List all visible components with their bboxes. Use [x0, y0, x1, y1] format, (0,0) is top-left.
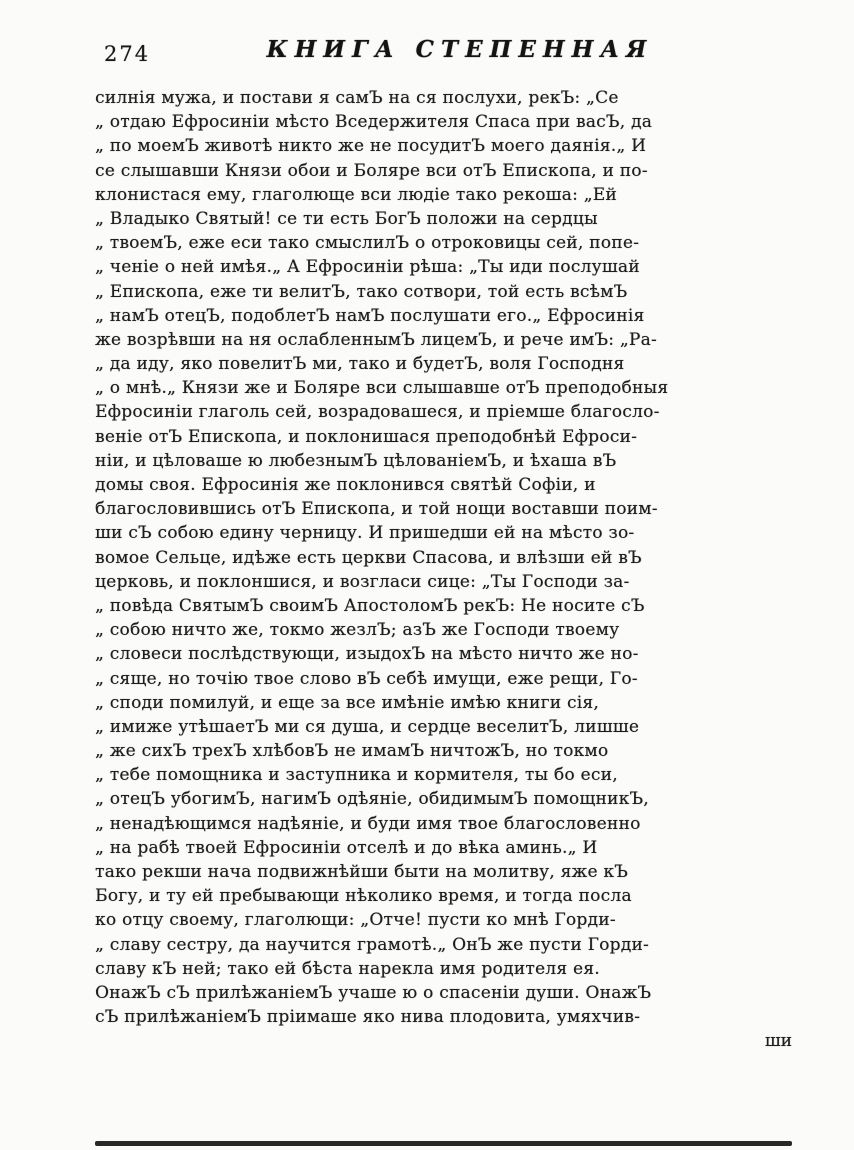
text-line: ко отцу своему, глаголющи: „Отче! пусти ко мнѣ Горди-: [95, 910, 616, 931]
text-line: „ твоемЪ, еже еси тако смыслилЪ о отроковицы сей, попе-: [95, 233, 640, 254]
text-line: „ да иду, яко повелитЪ ми, тако и будетЪ, воля Господня: [95, 354, 625, 375]
text-line: же возрѣвши на ня ослабленнымЪ лицемЪ, и рече имЪ: „Ра-: [95, 329, 657, 350]
text-line: „ отецЪ убогимЪ, нагимЪ одѣяніе, обидимымЪ помощникЪ,: [95, 789, 649, 810]
text-line: „ собою ничто же, токмо жезлЪ; азЪ же Господи твоему: [95, 620, 620, 641]
text-line: Богу, и ту ей пребывающи нѣколико время, и тогда посла: [95, 886, 632, 907]
text-line: „ славу сестру, да научится грамотѣ.„ ОнЪ же пусти Горди-: [95, 934, 650, 955]
text-line: „ тебе помощника и заступника и кормителя, ты бо еси,: [95, 765, 618, 786]
text-line: „ о мнѣ.„ Князи же и Боляре вси слышавше отЪ преподобныя: [95, 378, 669, 399]
text-line: веніе отЪ Епископа, и поклонишася преподобнѣй Ефроси-: [95, 426, 638, 447]
text-line: „ ченіе о ней имѣя.„ А Ефросиніи рѣша: „Ты иди послушай: [95, 257, 640, 278]
text-line: церковь, и поклоншися, и возгласи сице: „Ты Господи за-: [95, 571, 630, 592]
text-line: тако рекши нача подвижнѣйши быти на молитву, яже кЪ: [95, 862, 629, 882]
text-line: „ отдаю Ефросиніи мѣсто Вседержителя Спаса при васЪ, да: [95, 112, 653, 133]
text-line: „ повѣда СвятымЪ своимЪ АпостоломЪ рекЪ: Не носите сЪ: [95, 595, 645, 616]
page-number: 274: [104, 42, 151, 66]
text-line: „ Владыко Святый! се ти есть БогЪ положи на сердцы: [95, 208, 598, 229]
catchword: ши: [764, 1031, 792, 1051]
text-line: славу кЪ ней; тако ей бѣста нарекла имя родителя ея.: [95, 958, 600, 979]
text-line: „ словеси послѣдствующи, изыдохЪ на мѣсто ничто же но-: [95, 644, 639, 665]
text-line: благословившись отЪ Епископа, и той нощи воставши поим-: [95, 499, 658, 520]
text-line: „ споди помилуй, и еще за все имѣніе имѣю книги сія,: [95, 692, 600, 713]
text-line: се слышавши Князи обои и Боляре вси отЪ Епископа, и по-: [95, 160, 648, 181]
text-line: сЪ прилѣжаніемЪ пріимаше яко нива плодовита, умяхчив-: [95, 1007, 641, 1028]
text-line: ши сЪ собою едину черницу. И пришедши ей на мѣсто зо-: [95, 523, 635, 544]
text-line: Ефросиніи глаголь сей, возрадовашеся, и пріемше благосло-: [95, 402, 660, 423]
running-title: КНИГА СТЕПЕННАЯ: [266, 36, 654, 63]
text-line: „ намЪ отецЪ, подоблетЪ намЪ послушати его.„ Ефросинія: [95, 305, 645, 326]
text-line: ОнажЪ сЪ прилѣжаніемЪ учаше ю о спасеніи души. ОнажЪ: [95, 982, 652, 1003]
text-block: [95, 86, 792, 1029]
text-line: силнія мужа, и постави я самЪ на ся послухи, рекЪ: „Се: [95, 88, 619, 108]
text-line: „ сяще, но точію твое слово вЪ себѣ имущи, еже рещи, Го-: [95, 668, 638, 689]
text-line: вомое Сельце, идѣже есть церкви Спасова, и влѣзши ей вЪ: [95, 547, 642, 568]
scan-edge-bar: [95, 1141, 792, 1146]
text-line: ніи, и цѣловаше ю любезнымЪ цѣлованіемЪ, и ѣхаша вЪ: [95, 450, 617, 471]
text-line: „ имиже утѣшаетЪ ми ся душа, и сердце веселитЪ, лишше: [95, 716, 640, 737]
text-line: „ Епископа, еже ти велитЪ, тако сотвори, той есть всѣмЪ: [95, 281, 628, 302]
text-line: клонистася ему, глаголюще вси людіе тако рекоша: „Ей: [95, 184, 617, 205]
text-line: „ на рабѣ твоей Ефросиніи отселѣ и до вѣка аминь.„ И: [95, 837, 598, 858]
text-line: „ ненадѣющимся надѣяніе, и буди имя твое благословенно: [95, 813, 641, 834]
text-line: „ по моемЪ животѣ никто же не посудитЪ моего даянія.„ И: [95, 136, 647, 157]
text-line: домы своя. Ефросинія же поклонився святѣй Софіи, и: [95, 475, 596, 495]
text-line: „ же сихЪ трехЪ хлѣбовЪ не имамЪ ничтожЪ, но токмо: [95, 741, 609, 762]
